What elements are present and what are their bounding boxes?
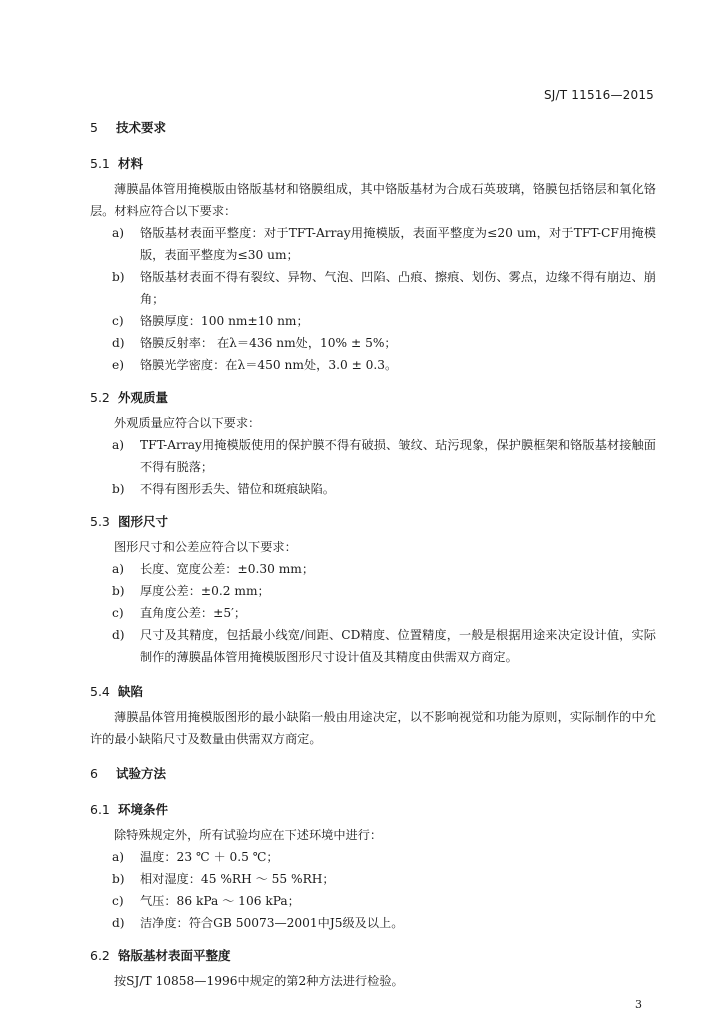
paragraph: 图形尺寸和公差应符合以下要求： bbox=[114, 540, 297, 554]
section-5-1-heading bbox=[90, 154, 143, 172]
list-marker: c) bbox=[112, 314, 124, 328]
list-item bbox=[112, 624, 656, 668]
list-item bbox=[112, 558, 656, 580]
section-6-2-heading bbox=[90, 946, 231, 964]
paragraph: 按SJ/T 10858—1996中规定的第2种方法进行检验。 bbox=[114, 974, 404, 988]
list-marker: a) bbox=[112, 850, 125, 864]
paragraph: 除特殊规定外，所有试验均应在下述环境中进行： bbox=[114, 828, 383, 842]
section-number: 6.1 bbox=[90, 802, 110, 817]
list-text: TFT-Array用掩模版使用的保护膜不得有破损、皱纹、玷污现象，保护膜框架和铬版基材接触面不得有脱落； bbox=[140, 438, 656, 474]
list-item bbox=[112, 912, 656, 934]
list-marker: d) bbox=[112, 916, 125, 930]
list-text: 温度：23 ℃ ＋ 0.5 ℃； bbox=[140, 850, 279, 864]
list-item bbox=[112, 868, 656, 890]
list-text: 洁净度：符合GB 50073—2001中J5级及以上。 bbox=[140, 916, 404, 930]
list-marker: b) bbox=[112, 270, 125, 284]
section-title: 环境条件 bbox=[118, 802, 169, 817]
list-item bbox=[112, 354, 656, 376]
list-item bbox=[112, 846, 656, 868]
section-title: 缺陷 bbox=[118, 684, 144, 699]
list-item bbox=[112, 266, 656, 310]
section-title: 外观质量 bbox=[118, 390, 169, 405]
paragraph: 薄膜晶体管用掩模版图形的最小缺陷一般由用途决定，以不影响视觉和功能为原则，实际制作的中允许的最小缺陷尺寸及数量由供需双方商定。 bbox=[90, 710, 656, 746]
list-marker: b) bbox=[112, 482, 125, 496]
section-title: 图形尺寸 bbox=[118, 514, 169, 529]
list-text: 直角度公差：±5′； bbox=[140, 606, 247, 620]
section-number: 5.2 bbox=[90, 390, 110, 405]
list-text: 铬膜光学密度：在λ＝450 nm处，3.0 ± 0.3。 bbox=[140, 358, 398, 372]
list-item bbox=[112, 434, 656, 478]
list-item bbox=[112, 222, 656, 266]
section-5-2-heading bbox=[90, 388, 168, 406]
list-marker: b) bbox=[112, 584, 125, 598]
list-text: 尺寸及其精度，包括最小线宽/间距、CD精度、位置精度，一般是根据用途来决定设计值，实际制作的薄膜晶体管用掩模版图形尺寸设计值及其精度由供需双方商定。 bbox=[140, 628, 656, 664]
list-item bbox=[112, 332, 656, 354]
list-item bbox=[112, 890, 656, 912]
list-marker: a) bbox=[112, 438, 125, 452]
list-text: 铬膜厚度：100 nm±10 nm； bbox=[140, 314, 309, 328]
list-item bbox=[112, 478, 656, 500]
standard-number: SJ/T 11516—2015 bbox=[543, 88, 654, 102]
section-5-heading bbox=[90, 118, 166, 136]
section-number: 5.4 bbox=[90, 684, 110, 699]
section-6-heading bbox=[90, 764, 166, 782]
section-title: 材料 bbox=[118, 156, 144, 171]
list-text: 铬版基材表面平整度：对于TFT-Array用掩模版，表面平整度为≤20 um，对于TFT-CF用掩模版，表面平整度为≤30 um； bbox=[140, 226, 656, 262]
paragraph: 外观质量应符合以下要求： bbox=[114, 416, 261, 430]
list-text: 不得有图形丢失、错位和斑痕缺陷。 bbox=[140, 482, 335, 496]
list-text: 相对湿度：45 %RH ～ 55 %RH； bbox=[140, 872, 335, 886]
section-title: 试验方法 bbox=[116, 766, 167, 781]
list-marker: d) bbox=[112, 336, 125, 350]
section-5-4-heading bbox=[90, 682, 143, 700]
section-title: 技术要求 bbox=[116, 120, 167, 135]
list-text: 铬膜反射率： 在λ＝436 nm处，10% ± 5%； bbox=[140, 336, 397, 350]
section-5-3-heading bbox=[90, 512, 168, 530]
section-number: 6 bbox=[90, 766, 98, 781]
list-marker: d) bbox=[112, 628, 125, 642]
list-marker: c) bbox=[112, 894, 124, 908]
list-item bbox=[112, 310, 656, 332]
section-6-1-heading bbox=[90, 800, 168, 818]
list-item bbox=[112, 602, 656, 624]
list-marker: c) bbox=[112, 606, 124, 620]
list-marker: a) bbox=[112, 226, 125, 240]
list-text: 气压：86 kPa ～ 106 kPa； bbox=[140, 894, 300, 908]
paragraph: 薄膜晶体管用掩模版由铬版基材和铬膜组成，其中铬版基材为合成石英玻璃，铬膜包括铬层和氧化铬层。材料应符合以下要求： bbox=[90, 182, 656, 218]
section-title: 铬版基材表面平整度 bbox=[118, 948, 231, 963]
list-marker: b) bbox=[112, 872, 125, 886]
list-item bbox=[112, 580, 656, 602]
section-number: 5.3 bbox=[90, 514, 110, 529]
section-number: 5.1 bbox=[90, 156, 110, 171]
page-number: 3 bbox=[635, 998, 642, 1011]
list-marker: e) bbox=[112, 358, 124, 372]
list-text: 厚度公差：±0.2 mm； bbox=[140, 584, 270, 598]
list-text: 铬版基材表面不得有裂纹、异物、气泡、凹陷、凸痕、擦痕、划伤、雾点，边缘不得有崩边、崩角； bbox=[140, 270, 656, 306]
section-number: 6.2 bbox=[90, 948, 110, 963]
section-number: 5 bbox=[90, 120, 98, 135]
list-marker: a) bbox=[112, 562, 125, 576]
list-text: 长度、宽度公差：±0.30 mm； bbox=[140, 562, 315, 576]
